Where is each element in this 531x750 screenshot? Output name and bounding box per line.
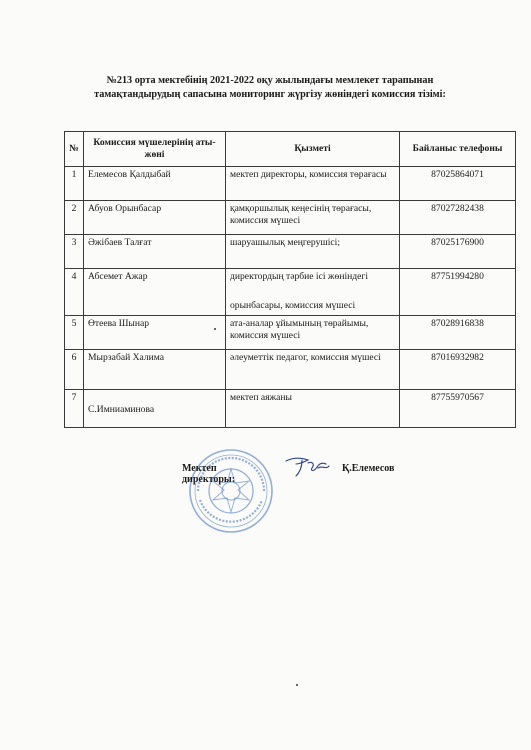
row-name-cell [84,390,226,428]
row-position: әлеуметтік педагог, комиссия мүшесі [226,350,400,390]
row-phone: 87751994280 [400,269,516,316]
director-signature-icon [282,452,332,480]
table-row [65,269,516,316]
title-line-1: №213 орта мектебінің 2021-2022 оқу жылындағы мемлекет тарапынан [106,75,434,86]
row-phone: 87025176900 [400,235,516,269]
table-row [65,350,516,390]
row-num: 4 [65,269,84,316]
row-position: директордың тәрбие ісі жөніндегі [230,271,369,282]
scan-speck [214,328,216,330]
table-row [65,316,516,350]
header-phone: Байланыс телефоны [400,132,516,167]
row-num: 6 [65,350,84,390]
row-name: Абуов Орынбасар [84,201,226,235]
row-position-extra: орынбасары, комиссия мүшесі [230,300,356,311]
table-header-row [65,132,516,167]
header-num: № [65,132,84,167]
header-name: Комиссия мүшелерінің аты-жөні [84,132,226,167]
row-phone: 87016932982 [400,350,516,390]
row-name: Мырзабай Халима [84,350,226,390]
header-position: Қызметі [226,132,400,167]
table-row [65,167,516,201]
row-name: Абсемет Ажар [84,269,226,316]
row-phone: 87028916838 [400,316,516,350]
commission-table [64,131,516,428]
row-position: мектеп директоры, комиссия төрағасы [226,167,400,201]
row-name: С.Имниаминова [88,404,155,415]
row-name: Әжібаев Талғат [84,235,226,269]
row-num: 7 [65,390,84,428]
row-position: қамқоршылық кеңесінің төрағасы, комиссия мүшесі [226,201,400,235]
title-line-2: тамақтандырудың сапасына мониторинг жүргізу жөніндегі комиссия тізімі: [94,89,446,100]
row-name: Өтеева Шынар [84,316,226,350]
row-num: 2 [65,201,84,235]
signature-name: Қ.Елемесов [342,463,395,474]
row-num: 3 [65,235,84,269]
scan-speck [296,684,298,686]
row-phone: 87025864071 [400,167,516,201]
row-name: Елемесов Қалдыбай [84,167,226,201]
row-position: шаруашылық меңгерушісі; [226,235,400,269]
document-title [60,74,480,102]
school-seal-icon [188,448,274,534]
row-num: 1 [65,167,84,201]
row-phone: 87027282438 [400,201,516,235]
row-num: 5 [65,316,84,350]
table-row [65,201,516,235]
table-row [65,390,516,428]
signature-label: Мектеп директоры: [182,463,236,485]
row-position-cell [226,269,400,316]
table-row [65,235,516,269]
row-position: мектеп аяжаны [226,390,400,428]
row-position: ата-аналар ұйымының төрайымы, комиссия мүшесі [226,316,400,350]
row-phone: 87755970567 [400,390,516,428]
